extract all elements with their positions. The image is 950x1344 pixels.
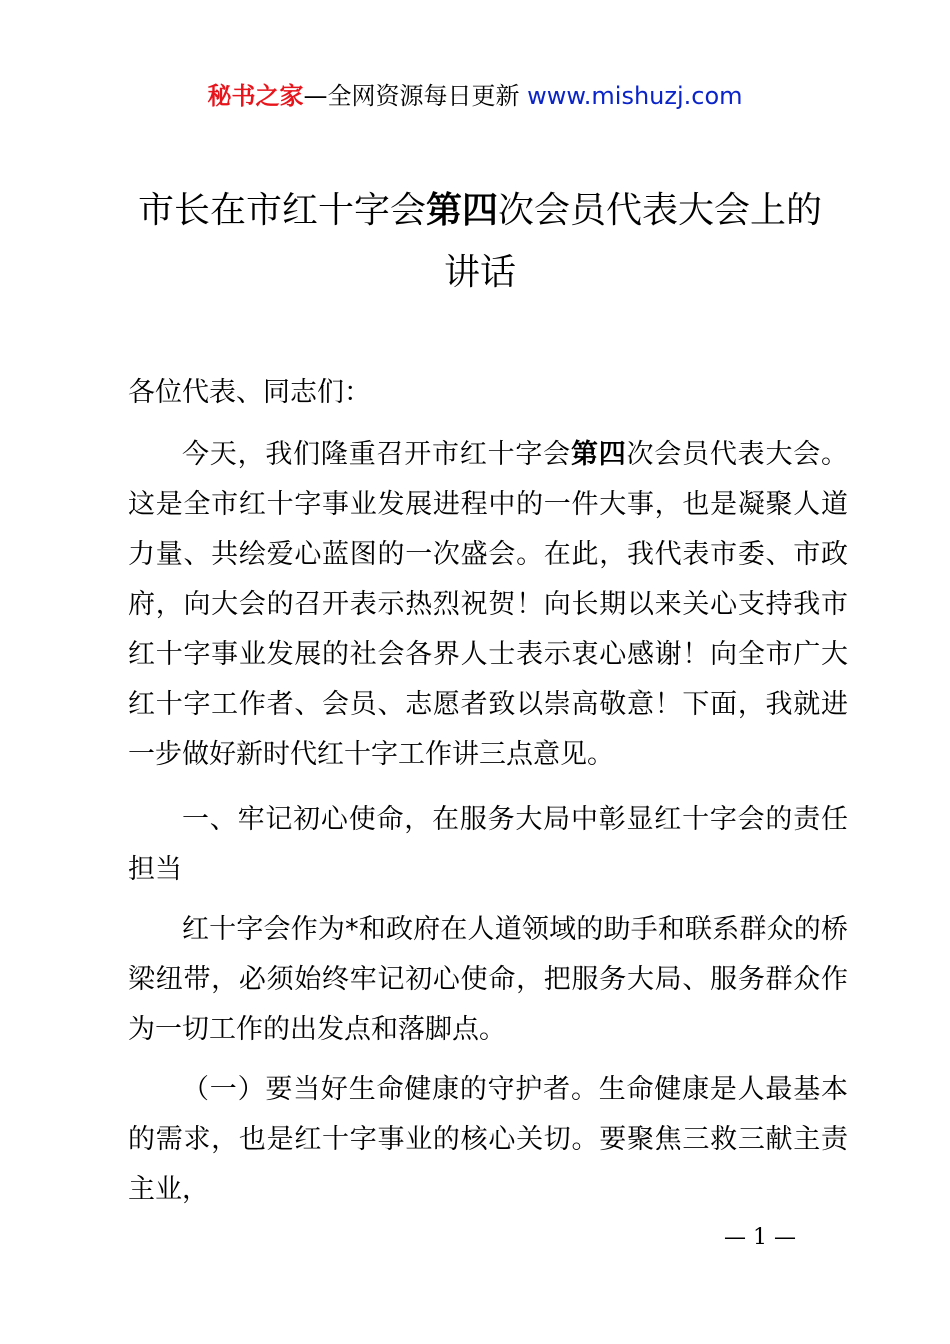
- paragraph-opening-part-1: 今天，我们隆重召开市红十字会: [182, 439, 571, 470]
- title-part-2: 次会员代表大会上的讲话: [443, 190, 823, 293]
- document-title: [120, 180, 840, 304]
- title-part-1: 市长在市红十字会: [137, 190, 426, 231]
- site-brand: 秘书之家: [207, 82, 304, 110]
- page-number: — 1 —: [724, 1225, 796, 1250]
- paragraph-section-1: 红十字会作为*和政府在人道领域的助手和联系群众的桥梁纽带，必须始终牢记初心使命，把服务大局、服务群众作为一切工作的出发点和落脚点。: [128, 914, 848, 1045]
- paragraph-opening-part-2: 次会员代表大会。这是全市红十字事业发展进程中的一件大事，也是凝聚人道力量、共绘爱心蓝图的一次盛会。在此，我代表市委、市政府，向大会的召开表示热烈祝贺！向长期以来关心支持我市红十字事业发展的社会各界人士表示衷心感谢！向全市广大红十字工作者、会员、志愿者致以崇高敬意！下面，我就进一步做好新时代红十字工作讲三点意见。: [128, 439, 849, 770]
- section-heading-1: 一、牢记初心使命，在服务大局中彰显红十字会的责任担当: [128, 804, 848, 885]
- site-tagline: —全网资源每日更新: [303, 82, 520, 110]
- salutation: 各位代表、同志们：: [128, 377, 371, 408]
- paragraph-subsection-1: （一）要当好生命健康的守护者。生命健康是人最基本的需求，也是红十字事业的核心关切。要聚焦三救三献主责主业，: [128, 1074, 848, 1205]
- site-url-link[interactable]: www.mishuzj.com: [527, 82, 743, 110]
- paragraph-opening-bold: 第四: [570, 439, 627, 470]
- paragraph-opening: [128, 430, 848, 780]
- title-bold: 第四: [425, 190, 498, 231]
- site-header: [0, 80, 950, 112]
